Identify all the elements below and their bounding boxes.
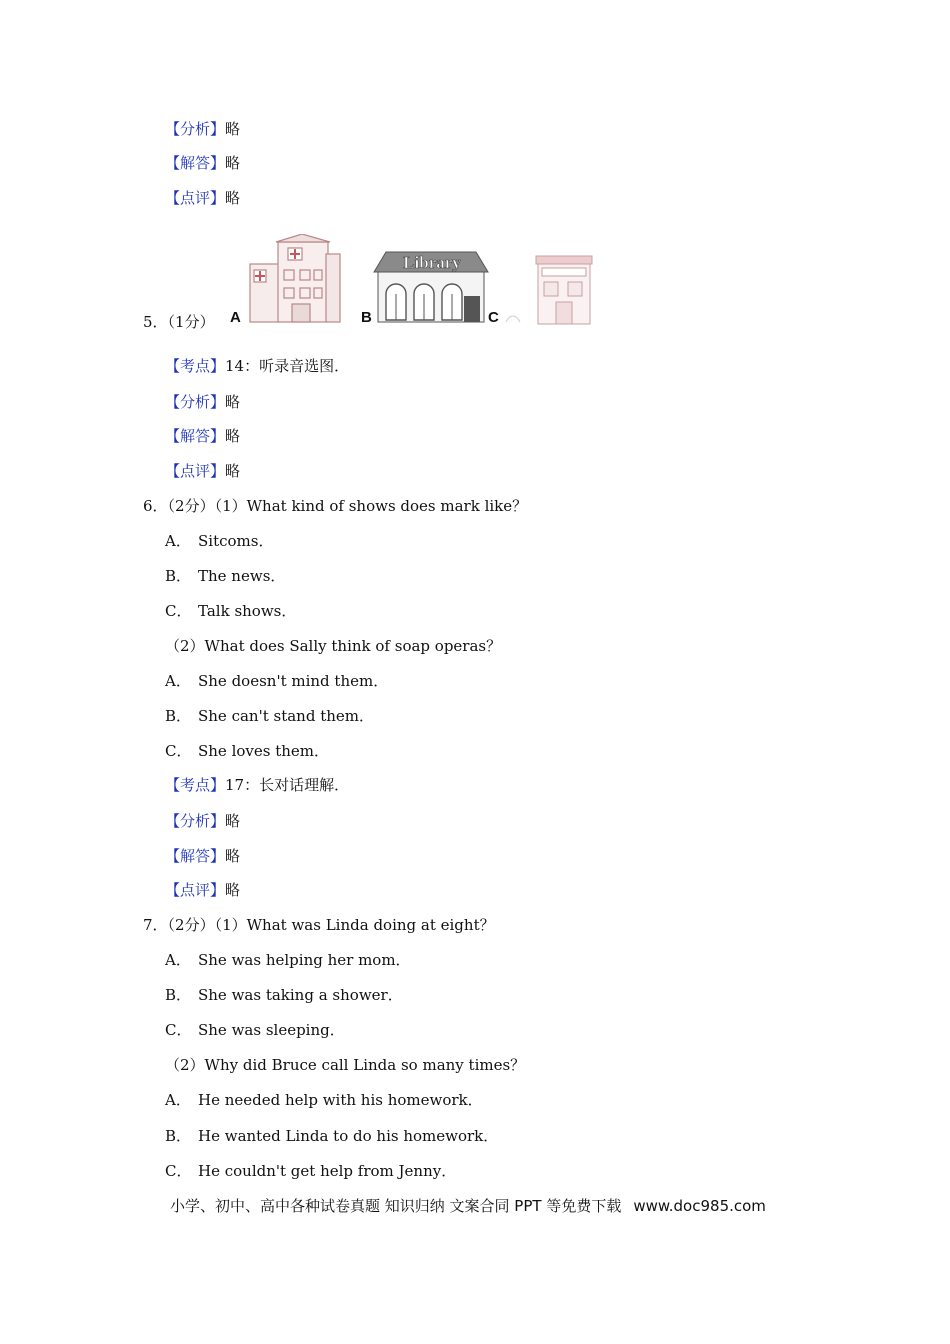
question-6-header: 6．（2分）（1）What kind of shows does mark like？	[143, 497, 528, 515]
picture-a-label: A	[230, 309, 241, 326]
q5-dianping: 【点评】略	[165, 462, 241, 480]
footer	[170, 1196, 766, 1216]
q5-kaodian: 【考点】14：听录音选图．	[165, 357, 350, 375]
picture-c-label: C	[488, 309, 499, 326]
question-7-header: 7．（2分）（1）What was Linda doing at eight？	[143, 916, 495, 934]
footer-text: 小学、初中、高中各种试卷真题 知识归纳 文案合同 PPT 等免费下载	[170, 1197, 622, 1215]
q6-1-option-a: A． Sitcoms．	[165, 532, 274, 550]
post-office-picture	[502, 252, 596, 326]
q6-jieda: 【解答】略	[165, 847, 241, 865]
q6-fenxi: 【分析】略	[165, 812, 241, 830]
q7-sub2-question: （2）Why did Bruce call Linda so many times？	[165, 1056, 526, 1074]
q7-1-option-c: C． She was sleeping．	[165, 1021, 345, 1039]
q6-kaodian: 【考点】17：长对话理解．	[165, 776, 350, 794]
library-sign-text: Library	[403, 253, 461, 272]
q7-2-option-b: B． He wanted Linda to do his homework．	[165, 1127, 499, 1145]
analysis-line: 【分析】略	[165, 120, 241, 138]
comment-line: 【点评】略	[165, 189, 241, 207]
answer-line: 【解答】略	[165, 154, 241, 172]
q7-1-option-a: A． She was helping her mom．	[165, 951, 411, 969]
q6-2-option-a: A． She doesn't mind them．	[165, 672, 389, 690]
q6-1-option-b: B． The news．	[165, 567, 286, 585]
q7-2-option-a: A． He needed help with his homework．	[165, 1091, 483, 1109]
q6-2-option-c: C． She loves them．	[165, 742, 330, 760]
q7-1-option-b: B． She was taking a shower．	[165, 986, 403, 1004]
library-picture	[370, 246, 492, 326]
q6-2-option-b: B． She can't stand them．	[165, 707, 374, 725]
q6-1-option-c: C． Talk shows．	[165, 602, 297, 620]
q5-jieda: 【解答】略	[165, 427, 241, 445]
q5-fenxi: 【分析】略	[165, 393, 241, 411]
q6-sub2-question: （2）What does Sally think of soap operas？	[165, 637, 502, 655]
question-5-header: 5．（1分）	[143, 313, 215, 331]
picture-b-label: B	[361, 309, 372, 326]
hospital-picture	[240, 234, 350, 326]
footer-url[interactable]: www.doc985.com	[633, 1197, 766, 1215]
q6-dianping: 【点评】略	[165, 881, 241, 899]
q7-2-option-c: C． He couldn't get help from Jenny．	[165, 1162, 457, 1180]
